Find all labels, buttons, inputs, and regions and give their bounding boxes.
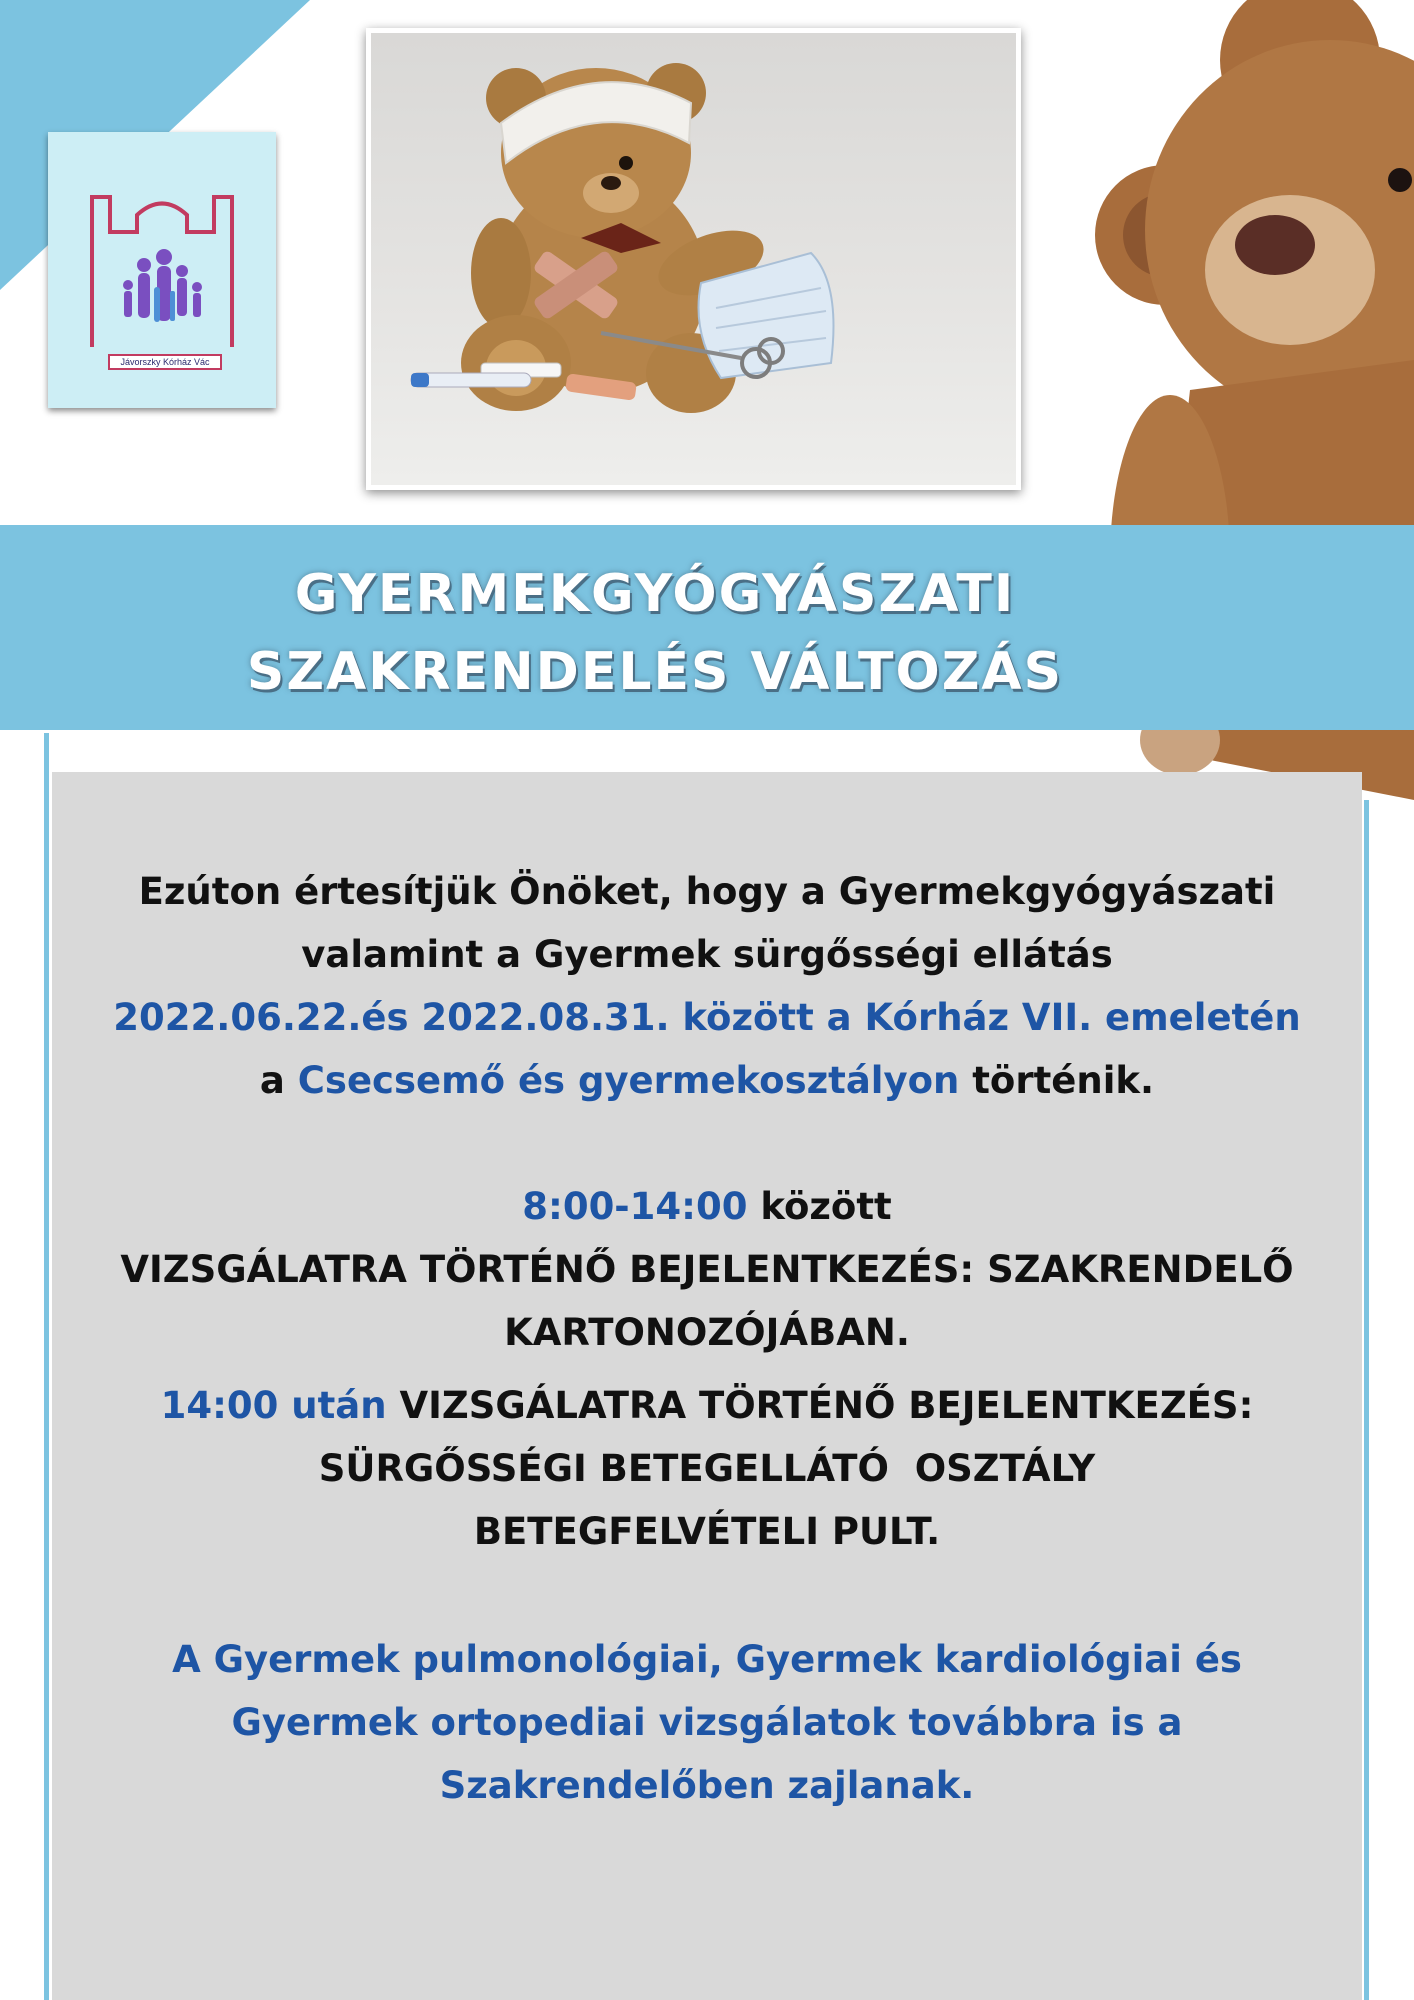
notice-line-4-prefix: a <box>259 1059 285 1102</box>
footer-note-line-2: Gyermek ortopediai vizsgálatok továbbra is a <box>231 1701 1183 1744</box>
notice-dates: 2022.06.22.és 2022.08.31. között a Kórház VII. emeletén <box>113 996 1301 1039</box>
footer-note-line-3: Szakrendelőben zajlanak. <box>439 1764 975 1807</box>
bandaged-teddy-illustration <box>371 33 1016 485</box>
title-line-2: SZAKRENDELÉS VÁLTOZÁS <box>246 642 1064 702</box>
left-accent-line <box>44 733 49 2000</box>
footer-note-line-1: A Gyermek pulmonológiai, Gyermek kardiológiai és <box>172 1638 1242 1681</box>
afternoon-line-2: SÜRGŐSSÉGI BETEGELLÁTÓ OSZTÁLY <box>318 1447 1096 1490</box>
notice-line-1: Ezúton értesítjük Önöket, hogy a Gyermekgyógyászati <box>138 870 1276 913</box>
morning-line-2: KARTONOZÓJÁBAN. <box>504 1311 910 1354</box>
afternoon-time: 14:00 után <box>160 1384 387 1427</box>
morning-time-suffix: között <box>760 1185 892 1228</box>
hospital-logo <box>48 132 276 408</box>
afternoon-line-1 <box>52 1374 1362 1437</box>
teddy-bear-photo <box>366 28 1021 490</box>
page-title <box>190 555 1120 711</box>
morning-time: 8:00-14:00 <box>522 1185 748 1228</box>
logo-caption: Jávorszky Kórház Vác <box>108 354 222 370</box>
hospital-logo-icon <box>82 187 242 357</box>
morning-time-line <box>52 1175 1362 1238</box>
notice-line-2: valamint a Gyermek sürgősségi ellátás <box>301 933 1113 976</box>
notice-line-4-suffix: történik. <box>972 1059 1155 1102</box>
notice-line-4 <box>52 1049 1362 1112</box>
afternoon-line-1-rest: VIZSGÁLATRA TÖRTÉNŐ BEJELENTKEZÉS: <box>399 1384 1254 1427</box>
morning-line-1: VIZSGÁLATRA TÖRTÉNŐ BEJELENTKEZÉS: SZAKRENDELŐ <box>120 1248 1294 1291</box>
notice-content <box>52 860 1362 1817</box>
afternoon-line-3: BETEGFELVÉTELI PULT. <box>473 1510 941 1553</box>
notice-department: Csecsemő és gyermekosztályon <box>297 1059 960 1102</box>
title-line-1: GYERMEKGYÓGYÁSZATI <box>294 564 1016 624</box>
right-accent-line <box>1364 800 1369 2000</box>
